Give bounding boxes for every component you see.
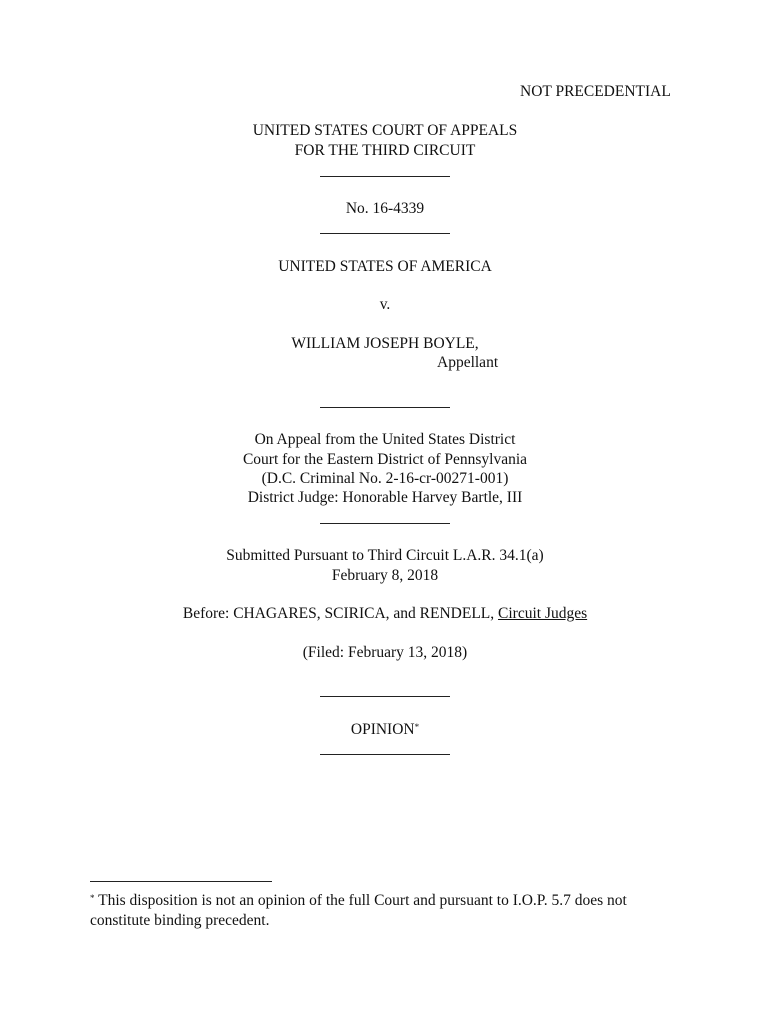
footnote-rule: [90, 881, 272, 882]
opinion-heading: [0, 720, 770, 740]
panel-names: Before: CHAGARES, SCIRICA, and RENDELL,: [182, 605, 499, 622]
separator-rule: [320, 754, 450, 755]
defendant-name: WILLIAM JOSEPH BOYLE,: [291, 335, 479, 352]
appellant-role: Appellant: [437, 354, 499, 371]
appeal-line1: On Appeal from the United States District: [254, 431, 516, 448]
appeal-line3: (D.C. Criminal No. 2-16-cr-00271-001): [261, 470, 509, 487]
footnote-line2: constitute binding precedent.: [90, 912, 270, 929]
panel-title: Circuit Judges: [498, 605, 588, 622]
footnote-text: This disposition is not an opinion of the full Court and pursuant to I.O.P. 5.7 does not: [94, 892, 627, 909]
opinion-label: OPINION: [350, 721, 415, 738]
versus-label: v.: [379, 296, 391, 313]
court-name-line1: UNITED STATES COURT OF APPEALS: [252, 122, 518, 139]
panel-judges: [0, 604, 770, 624]
separator-rule: [320, 176, 450, 177]
footnote-line1: [90, 891, 627, 911]
precedential-status: NOT PRECEDENTIAL: [520, 83, 671, 100]
docket-number: No. 16-4339: [345, 200, 425, 217]
separator-rule: [320, 233, 450, 234]
plaintiff-name: UNITED STATES OF AMERICA: [278, 258, 492, 275]
separator-rule: [320, 696, 450, 697]
appeal-line2: Court for the Eastern District of Pennsylvania: [242, 451, 528, 468]
separator-rule: [320, 407, 450, 408]
separator-rule: [320, 523, 450, 524]
filed-date: (Filed: February 13, 2018): [302, 644, 468, 661]
court-name-line2: FOR THE THIRD CIRCUIT: [294, 142, 476, 159]
footnote-reference: *: [414, 722, 420, 732]
submission-line: Submitted Pursuant to Third Circuit L.A.R. 34.1(a): [226, 547, 544, 564]
footnote-marker: *: [90, 893, 95, 903]
district-judge: District Judge: Honorable Harvey Bartle, III: [247, 489, 523, 506]
submission-date: February 8, 2018: [331, 567, 439, 584]
